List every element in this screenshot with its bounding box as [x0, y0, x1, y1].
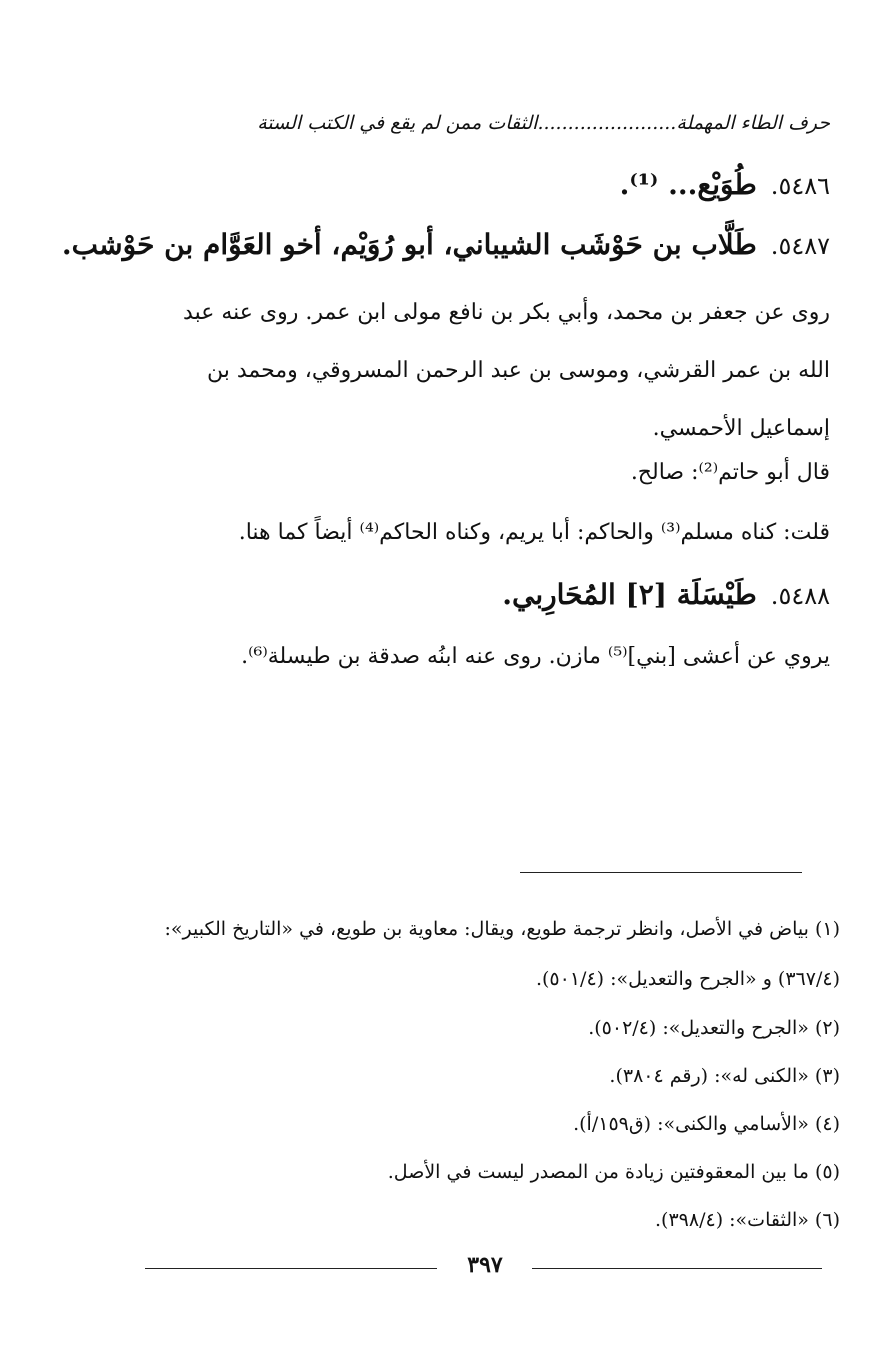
footnote-5: (٥) ما بين المعقوفتين زيادة من المصدر ليست في الأصل. [387, 1161, 840, 1183]
entry-5488-title [140, 578, 830, 611]
entry-5487-narration: روى عن جعفر بن محمد، وأبي بكر بن نافع مولى ابن عمر. روى عنه عبد الله بن عمر القرشي، وموسى بن عبد الرحمن المسروقي، ومحمد بن إسماعيل الأحمسي. [183, 300, 830, 441]
footnote-2: (٢) «الجرح والتعديل»: (٥٠٢/٤). [588, 1017, 840, 1039]
footnotes [130, 904, 840, 1244]
entry-5487-abu-hatim-note: قال أبو حاتم⁽²⁾: صالح. [630, 460, 830, 485]
entry-name: طَلَّاب بن حَوْشَب الشيباني، أبو رُوَيْم، أخو العَوَّام بن حَوْشب. [61, 228, 757, 261]
footnote-separator [520, 872, 802, 873]
running-header: حرف الطاء المهملة.......................الثقات ممن لم يقع في الكتب الستة [257, 112, 830, 134]
entry-name: طَيْسَلَة [٢] المُحَارِبي. [502, 578, 757, 611]
entry-name: طُوَيْع... ⁽¹⁾. [619, 168, 757, 201]
page-number: ٣٩٧ [467, 1252, 503, 1278]
entry-number: ٥٤٨٨. [770, 582, 830, 610]
entry-number: ٥٤٨٦. [770, 172, 830, 200]
footnote-6: (٦) «الثقات»: (٣٩٨/٤). [655, 1209, 840, 1231]
entry-5487-title [61, 228, 830, 261]
entry-5486-title [140, 168, 830, 201]
entry-number: ٥٤٨٧. [770, 232, 830, 260]
entry-5487-kunya-note: قلت: كناه مسلم⁽³⁾ والحاكم: أبا يريم، وكناه الحاكم⁽⁴⁾ أيضاً كما هنا. [238, 520, 830, 545]
footnote-3: (٣) «الكنى له»: (رقم ٣٨٠٤). [609, 1065, 840, 1087]
entry-5488-narration: يروي عن أعشى [بني]⁽⁵⁾ مازن. روى عنه ابنُه صدقة بن طيسلة⁽⁶⁾. [241, 644, 830, 669]
footer-rule-left [145, 1268, 437, 1269]
footnote-4: (٤) «الأسامي والكنى»: (ق١٥٩/أ). [573, 1113, 840, 1135]
footer-rule-right [532, 1268, 822, 1269]
footnote-1: (١) بياض في الأصل، وانظر ترجمة طويع، ويقال: معاوية بن طويع، في «التاريخ الكبير»: (٣٦٧/٤) و «الجرح والتعديل»: (٥٠١/٤). [164, 918, 840, 990]
